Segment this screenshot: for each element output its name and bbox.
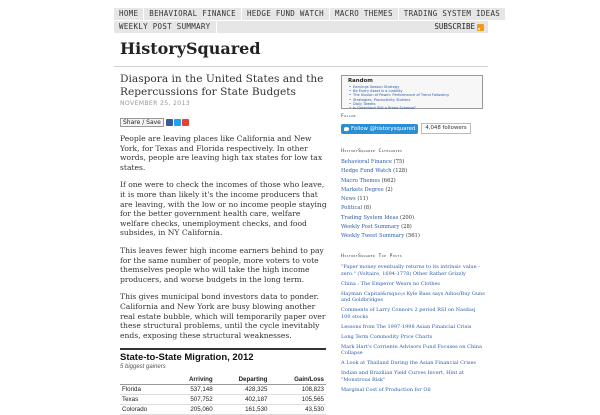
table-cell: 205,060 [169,405,215,415]
table-header [120,376,169,385]
migration-title: State-to-State Migration, 2012 [120,348,326,363]
twitter-icon[interactable] [174,119,181,126]
twitter-follow-button[interactable] [341,124,418,134]
table-cell: 507,752 [169,395,215,405]
category-item[interactable] [341,214,486,223]
table-row [120,405,326,415]
category-item[interactable] [341,177,486,186]
top-post-link[interactable]: Marginal Cost of Production for Oil [341,386,431,393]
nav-row-1 [114,8,501,20]
top-post-link[interactable]: Mark Hart's Corriente Advisors Fund Focuses on China Collapse [341,343,482,357]
random-title: Random [348,78,373,84]
table-cell: 108,823 [269,385,326,395]
top-post-link[interactable]: Long Term Commodity Price Charts [341,333,433,340]
table-cell: Texas [120,395,169,405]
share-icons [166,119,189,126]
random-item[interactable]: • Daily Tweets [348,102,476,106]
follow-heading: Follow [341,114,356,119]
table-header: Gain/Loss [269,376,326,385]
nav-filler [217,21,431,33]
table-cell: 161,530 [215,405,270,415]
top-nav [114,8,501,34]
nav-row-2 [114,21,488,33]
table-header: Departing [215,376,270,385]
category-item[interactable] [341,158,486,167]
category-name: Macro Themes [341,177,381,184]
subscribe-label: SUBSCRIBE [434,22,475,31]
top-posts-list [341,264,486,397]
category-count: (200) [400,214,414,221]
twitter-bird-icon [344,127,349,131]
twitter-follow [341,123,471,134]
category-list [341,158,486,242]
category-count: (128) [393,168,408,175]
table-cell: 537,148 [169,385,215,395]
nav-home[interactable]: HOME [114,8,143,20]
nav-hedge-fund-watch[interactable]: HEDGE FUND WATCH [242,8,329,20]
post-paragraph: This gives municipal bond investors data to ponder. California and New York are busy blowing another real estate bubble, which will temporarily paper over these structural problems, until the cycle inevitably ends, exposing these structural weaknesses. [120,292,326,340]
post-date: NOVEMBER 25, 2013 [120,100,190,107]
random-list [348,85,476,110]
category-count: (28) [401,224,412,231]
category-name: Weekly Tweet Summary [341,233,405,240]
migration-table [120,376,326,415]
category-count: (75) [393,159,405,165]
rss-icon [477,24,484,31]
post-paragraph: If one were to check the incomes of those who leave, it is more than likely it's the income producers that are leaving, with the low or no income people staying for the better government health care, welfare welfare checks, unemployment checks, and food subsides, in NY California. [120,180,327,238]
category-count: (8) [363,205,372,212]
category-name: Political [341,205,363,212]
subscribe-link[interactable] [430,21,488,33]
random-item[interactable]: • Earnings Season Strategy [348,85,476,89]
category-name: Weekly Post Summary [341,224,400,231]
category-count: (561) [405,233,420,240]
twitter-follow-label: Follow @historysquared [351,125,416,132]
random-item[interactable]: • The Illusion of Power: Performance of Trend Following [348,93,476,97]
top-post-link[interactable]: Hayman Capital&rsquo;s Kyle Bass says Adios/Buy Guns and Goldbridges [341,290,485,304]
site-title[interactable]: HistorySquared [120,39,261,58]
category-name: Behavioral Finance [341,159,392,165]
table-row [120,385,326,395]
table-row [120,395,326,405]
table-cell: 402,187 [215,395,270,405]
random-posts-box [341,75,483,109]
table-header-row [120,376,326,385]
table-cell: 43,530 [269,405,326,415]
nav-behavioral-finance[interactable]: BEHAVIORAL FINANCE [144,8,241,20]
category-name: Hedge Fund Watch [341,168,392,175]
share-save-button[interactable]: Share / Save [120,118,164,127]
top-post-link[interactable]: Indian and Brazilian Yield Curves Invert, Hint at "Monstrous Risk" [341,370,464,383]
table-cell: Colorado [120,405,169,415]
category-name: Markets Degree [341,186,384,193]
share-bar [120,118,328,126]
categories-heading: HistorySquared Categories [341,149,403,154]
table-header: Arriving [169,376,215,385]
category-item[interactable] [341,204,486,213]
category-item[interactable] [341,186,486,195]
top-post-link[interactable]: "Paper money eventually returns to its intrinsic value - zero." (Voltaire, 1694-1778) Other Rather Grizzly [341,264,480,277]
category-count: (11) [357,196,369,203]
random-item[interactable]: • Strategies, Productivity Stutters [348,98,476,102]
category-name: News [341,196,356,203]
random-item[interactable]: • Is Greenland Still a Prime Scheme? [348,106,476,110]
category-count: (662) [381,177,396,184]
category-item[interactable] [341,195,486,204]
category-item[interactable] [341,167,486,176]
facebook-icon[interactable] [166,119,173,126]
random-item[interactable]: • Be Every Asset is a Liability [348,89,476,93]
nav-macro-themes[interactable]: MACRO THEMES [330,8,398,20]
category-count: (2) [385,186,393,193]
migration-table-image [120,348,326,415]
post-paragraph: This leaves fewer high income earners behind to pay for the same number of people, more voters to vote themselves people who will take the high income producers, and worse budgets in the long term. [120,245,324,284]
follower-count: 4,048 followers [421,123,470,134]
post-title[interactable]: Diaspora in the United States and the Repercussions for State Budgets [120,73,324,98]
article [120,73,328,415]
nav-trading-system-ideas[interactable]: TRADING SYSTEM IDEAS [399,8,505,20]
top-post-link[interactable]: China : The Emperor Wears no Clothes [341,280,440,287]
top-post-link[interactable]: Lessons from The 1997-1998 Asian Financial Crisis [341,323,472,330]
category-name: Trading System Ideas [341,214,399,221]
table-cell: 428,325 [215,385,270,395]
header-divider [114,66,488,67]
nav-weekly-post-summary[interactable]: WEEKLY POST SUMMARY [114,21,216,33]
email-icon[interactable] [182,119,189,126]
post-paragraph: People are leaving places like California and New York, for Texas and Florida respectively. In other words, people are leaving high tax states for low tax states. [120,134,323,172]
top-posts-heading: HistorySquared Top Posts [341,254,403,259]
top-post-link[interactable]: Comments of Larry Connors 2 period RSI on Nasdaq 100 stocks [341,307,476,320]
category-item[interactable] [341,223,486,232]
migration-subtitle: 5 biggest gainers [120,364,166,371]
top-post-link[interactable]: A Look at Thailand During the Asian Financial Crises [341,360,477,367]
category-item[interactable] [341,232,486,241]
table-cell: Florida [120,385,169,395]
table-cell: 105,565 [269,395,326,405]
